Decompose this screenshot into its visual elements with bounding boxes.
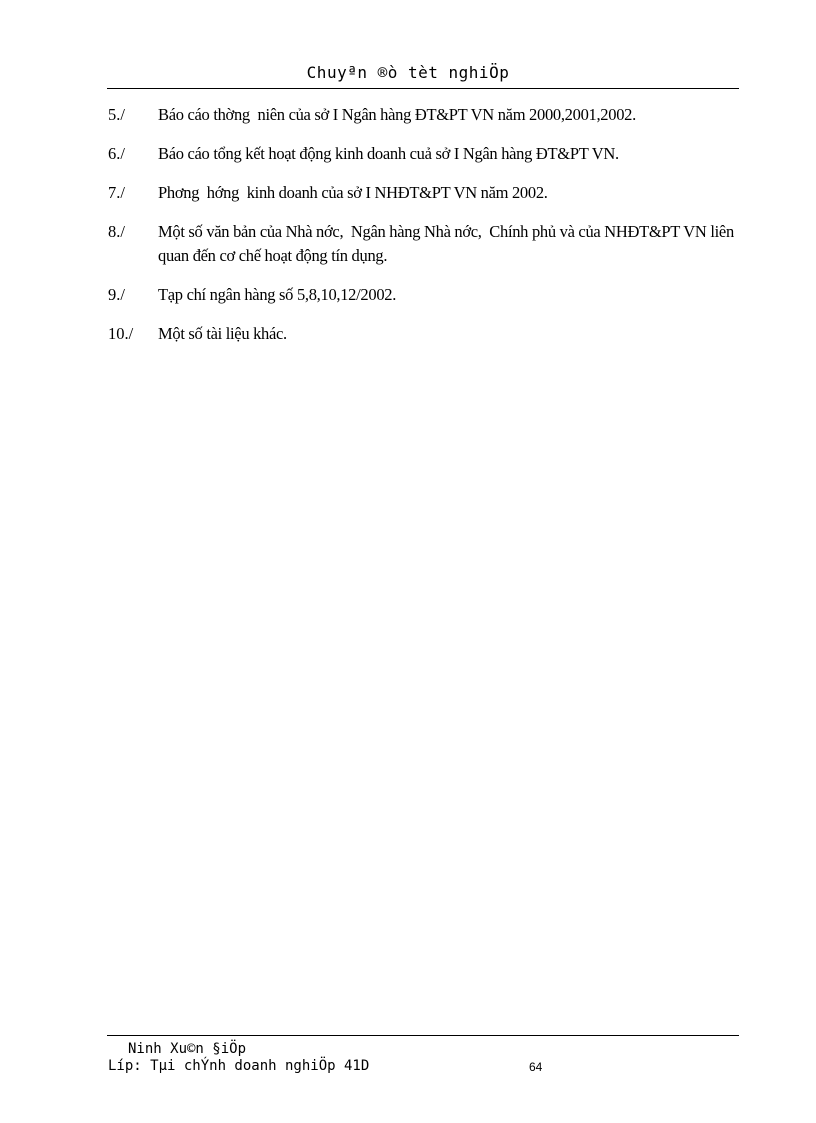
page-header-title: Chuyªn ®ò tèt nghiÖp	[306, 63, 510, 82]
reference-text: Một số tài liệu khác.	[158, 324, 287, 343]
page-number: 64	[529, 1060, 543, 1074]
reference-item	[108, 142, 748, 166]
reference-item	[108, 283, 748, 307]
reference-item	[108, 220, 748, 268]
reference-item	[108, 103, 748, 127]
reference-number: 6./	[108, 144, 125, 163]
reference-item	[108, 322, 748, 346]
reference-item	[108, 181, 748, 205]
reference-text: Báo cáo thờng niên của sở I Ngân hàng ĐT&PT VN năm 2000,2001,2002.	[158, 105, 636, 124]
reference-text: Một số văn bản của Nhà nớc, Ngân hàng Nhà nớc, Chính phủ và của NHĐT&PT VN liên quan đến cơ chế hoạt động tín dụng.	[158, 222, 738, 265]
header-divider	[107, 88, 739, 89]
footer-author: Ninh Xu©n §iÖp	[128, 1041, 247, 1057]
reference-number: 10./	[108, 324, 134, 343]
footer-class-line: Líp: Tµi chÝnh doanh nghiÖp 41D	[108, 1058, 370, 1074]
reference-number: 7./	[108, 183, 125, 202]
reference-number: 9./	[108, 285, 125, 304]
reference-text: Phơng hớng kinh doanh của sở I NHĐT&PT VN năm 2002.	[158, 183, 548, 202]
reference-number: 5./	[108, 105, 125, 124]
reference-text: Báo cáo tổng kết hoạt động kinh doanh cuả sở I Ngân hàng ĐT&PT VN.	[158, 144, 619, 163]
reference-list	[108, 103, 748, 361]
reference-text: Tạp chí ngân hàng số 5,8,10,12/2002.	[158, 285, 397, 304]
reference-number: 8./	[108, 222, 125, 241]
footer-divider	[107, 1035, 739, 1036]
